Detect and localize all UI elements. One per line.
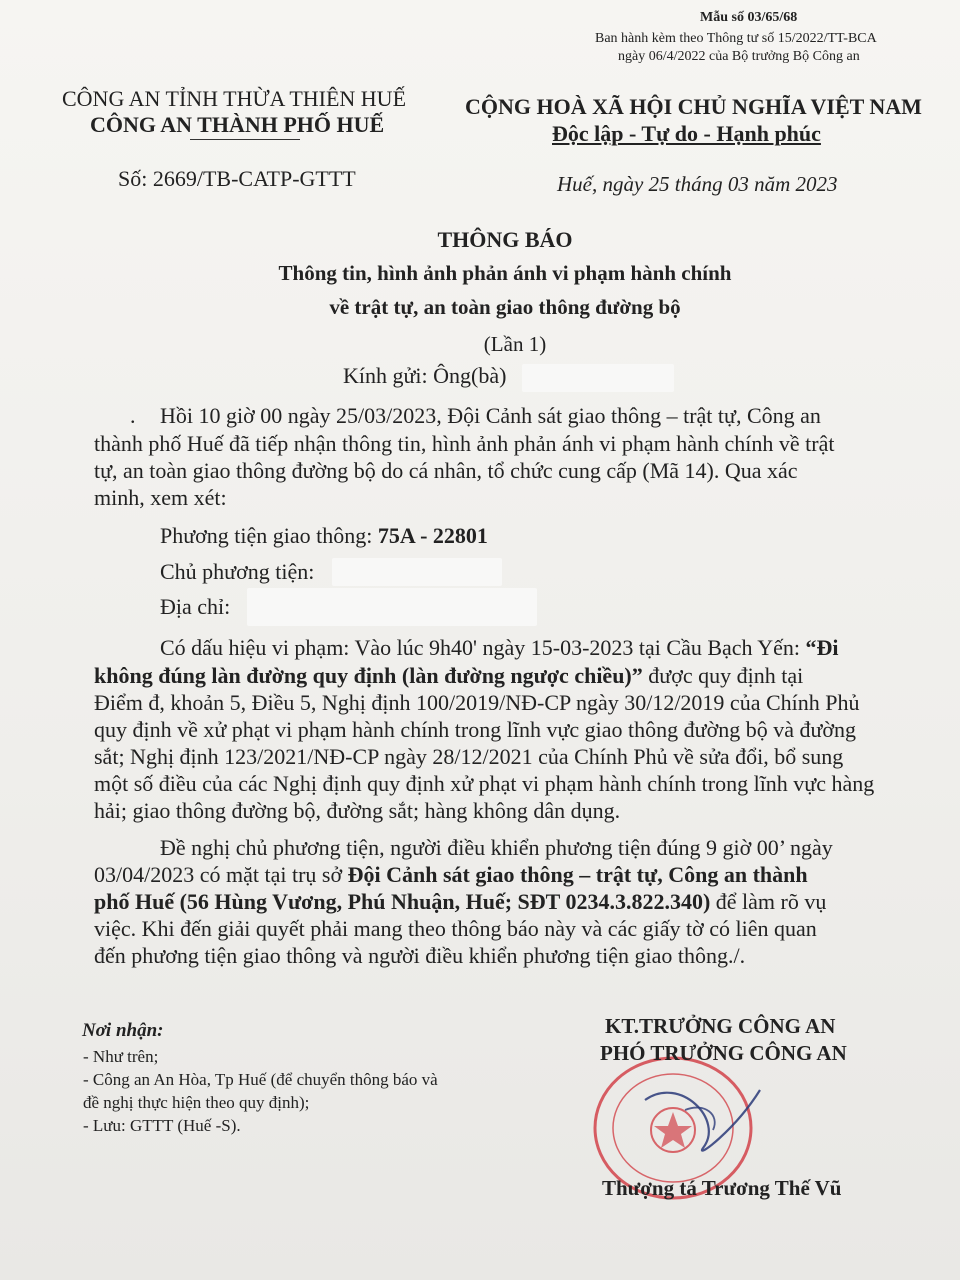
stray-dot: . xyxy=(130,403,136,428)
form-note-line1: Ban hành kèm theo Thông tư số 15/2022/TT-BCA xyxy=(595,31,877,46)
violation-line: Điểm đ, khoản 5, Điều 5, Nghị định 100/2019/NĐ-CP ngày 30/12/2019 của Chính Phủ xyxy=(94,690,860,715)
redacted-address xyxy=(247,588,537,626)
nation-heading: CỘNG HOÀ XÃ HỘI CHỦ NGHĨA VIỆT NAM xyxy=(465,94,922,119)
address-label: Địa chỉ: xyxy=(160,594,231,619)
recipient-item: - Công an An Hòa, Tp Huế (để chuyển thông báo và xyxy=(83,1070,438,1089)
owner-label: Chủ phương tiện: xyxy=(160,559,315,584)
redacted-addressee xyxy=(522,364,674,392)
agency-underline xyxy=(190,139,300,140)
vehicle-plate: 75A - 22801 xyxy=(377,523,488,548)
request-line: phố Huế (56 Hùng Vương, Phú Nhuận, Huế; SĐT 0234.3.822.340) để làm rõ vụ xyxy=(94,889,827,914)
addressee-label: Kính gửi: Ông(bà) xyxy=(343,363,507,388)
violation-line: Có dấu hiệu vi phạm: Vào lúc 9h40' ngày 15-03-2023 tại Cầu Bạch Yến: “Đi xyxy=(160,635,839,660)
intro-line: Hồi 10 giờ 00 ngày 25/03/2023, Đội Cảnh sát giao thông – trật tự, Công an xyxy=(160,403,821,428)
agency-parent: CÔNG AN TỈNH THỪA THIÊN HUẾ xyxy=(62,86,407,111)
signature-title-line2: PHÓ TRƯỞNG CÔNG AN xyxy=(600,1041,847,1065)
violation-line: hải; giao thông đường bộ, đường sắt; hàng không dân dụng. xyxy=(94,798,621,823)
signer-name: Thượng tá Trương Thế Vũ xyxy=(602,1176,842,1200)
request-line: 03/04/2023 có mặt tại trụ sở Đội Cảnh sát giao thông – trật tự, Công an thành xyxy=(94,862,808,887)
document-subtitle-line2: về trật tự, an toàn giao thông đường bộ xyxy=(329,295,681,319)
violation-line: quy định về xử phạt vi phạm hành chính trong lĩnh vực giao thông đường bộ và đường xyxy=(94,717,857,742)
intro-line: thành phố Huế đã tiếp nhận thông tin, hình ảnh phản ánh vi phạm hành chính về trật xyxy=(94,431,835,456)
vehicle-row xyxy=(160,522,488,549)
recipient-item: - Như trên; xyxy=(83,1047,159,1066)
agency-name: CÔNG AN THÀNH PHỐ HUẾ xyxy=(90,112,385,137)
recipients-title: Nơi nhận: xyxy=(82,1020,164,1041)
form-note-line2: ngày 06/4/2022 của Bộ trưởng Bộ Công an xyxy=(618,49,860,64)
request-line: việc. Khi đến giải quyết phải mang theo thông báo này và các giấy tờ có liên quan xyxy=(94,916,817,941)
violation-line: một số điều của các Nghị định quy định xử phạt vi phạm hành chính trong lĩnh vực hàng xyxy=(94,771,875,796)
document-title: THÔNG BÁO xyxy=(437,227,573,252)
redacted-owner xyxy=(332,558,502,586)
recipient-item: đề nghị thực hiện theo quy định); xyxy=(83,1093,310,1112)
request-line: đến phương tiện giao thông và người điều khiển phương tiện giao thông./. xyxy=(94,943,746,968)
document-subtitle-line1: Thông tin, hình ảnh phản ánh vi phạm hành chính xyxy=(278,261,732,285)
form-code: Mẫu số 03/65/68 xyxy=(700,10,798,25)
motto: Độc lập - Tự do - Hạnh phúc xyxy=(552,121,821,146)
attempt-number: (Lần 1) xyxy=(483,332,547,356)
intro-line: tự, an toàn giao thông đường bộ do cá nhân, tổ chức cung cấp (Mã 14). Qua xác xyxy=(94,458,798,483)
intro-line: minh, xem xét: xyxy=(94,485,227,510)
vehicle-label: Phương tiện giao thông: xyxy=(160,523,378,548)
document-number: Số: 2669/TB-CATP-GTTT xyxy=(118,166,356,191)
violation-line: không đúng làn đường quy định (làn đường ngược chiều)” được quy định tại xyxy=(94,663,804,688)
issue-date: Huế, ngày 25 tháng 03 năm 2023 xyxy=(557,172,838,196)
violation-line: sắt; Nghị định 123/2021/NĐ-CP ngày 28/12/2021 của Chính Phủ về sửa đổi, bổ sung xyxy=(94,744,844,769)
request-line: Đề nghị chủ phương tiện, người điều khiển phương tiện đúng 9 giờ 00’ ngày xyxy=(160,835,833,860)
recipient-item: - Lưu: GTTT (Huế -S). xyxy=(83,1116,241,1135)
signature-title-line1: KT.TRƯỞNG CÔNG AN xyxy=(605,1014,836,1038)
